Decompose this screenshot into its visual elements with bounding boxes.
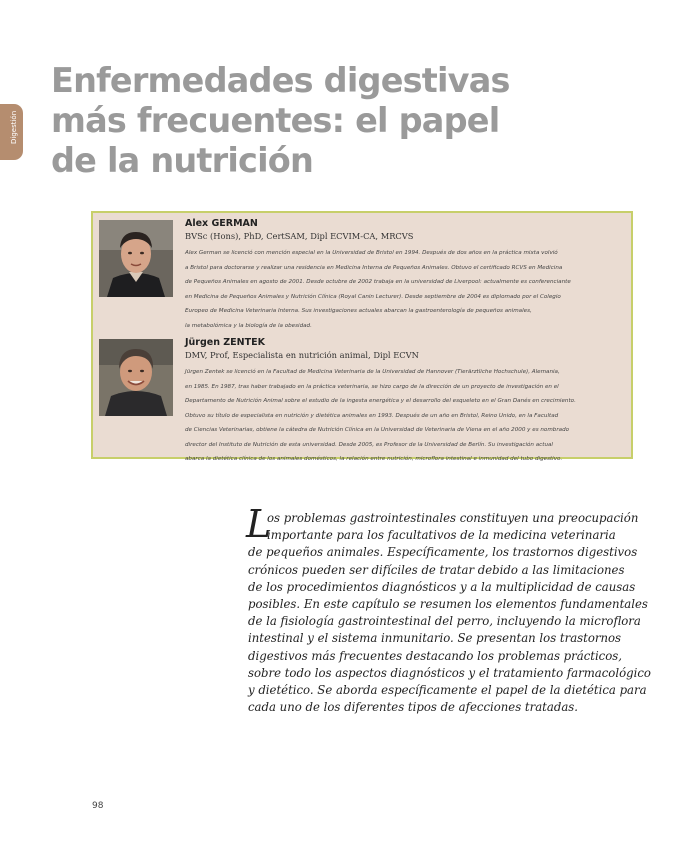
chapter-title-line: Enfermedades digestivas (51, 61, 510, 100)
author-photo (99, 220, 173, 297)
author-bio-line: en Medicina de Pequeños Animales y Nutrición Clínica (Royal Canin Lecturer). Desde septiembre de 2004 es diplomado por el Colegio (185, 293, 561, 300)
author-bio-line: Departamento de Nutrición Animal sobre el estudio de la ingesta energética y el desarrollo del esqueleto en el Gran Danés en crecimiento. (185, 398, 576, 404)
chapter-title-line: más frecuentes: el papel (51, 101, 500, 140)
abstract-line: posibles. En este capítulo se resumen los elementos fundamentales (248, 597, 648, 612)
authors-box (91, 211, 633, 462)
author-bio-line: Jürgen Zentek se licenció en la Facultad de Medicina Veterinaria de la Universidad de Hannover (Tierärztliche Hochschule), Alemania, (185, 369, 560, 375)
author-name: Alex GERMAN (185, 218, 258, 229)
author-bio-line: de Pequeños Animales en agosto de 2001. Desde octubre de 2002 trabaja en la universidad de Liverpool: actualmente es conferenciante (185, 279, 571, 285)
drop-cap: L (246, 502, 272, 546)
author-name: Jürgen ZENTEK (185, 337, 265, 348)
author-credentials: BVSc (Hons), PhD, CertSAM, Dipl ECVIM-CA, MRCVS (185, 231, 414, 241)
author-bio (185, 365, 625, 467)
chapter-title (51, 61, 510, 181)
author-bio-line: a Bristol para doctorarse y realizar una residencia en Medicina Interna de Pequeños Animales. Obtuvo el certificado RCVS en Medicina (185, 264, 563, 271)
author-entry (185, 337, 625, 467)
abstract-line: de pequeños animales. Específicamente, los trastornos digestivos (248, 545, 638, 560)
page-number: 98 (92, 801, 104, 811)
chapter-abstract (246, 502, 651, 716)
abstract-line: sobre todo los aspectos diagnósticos y el tratamiento farmacológico (248, 665, 651, 680)
author-bio-line: abarca la dietética clínica de los animales domésticos, la relación entre nutrición, microflora intestinal e inmunidad del tubo digestivo. (185, 456, 563, 462)
abstract-line: intestinal y el sistema inmunitario. Se presentan los trastornos (248, 631, 622, 646)
abstract-line: de los procedimientos diagnósticos y a la multiplicidad de causas (248, 579, 636, 594)
author-bio-line: en 1985. En 1987, tras haber trabajado en la práctica veterinaria, se hizo cargo de la dirección de un proyecto de investigación en el (185, 383, 559, 390)
author-entry (185, 218, 625, 333)
author-credentials: DMV, Prof, Especialista en nutrición animal, Dipl ECVN (185, 350, 419, 360)
author-bio-line: Europeo de Medicina Veterinaria Interna. Sus investigaciones actuales abarcan la gastroenterología de pequeños animales, (185, 308, 532, 314)
section-tab-label: Digestión (10, 110, 18, 144)
abstract-line: os problemas gastrointestinales constituyen una preocupación (267, 511, 639, 525)
author-bio-line: de Ciencias Veterinarias, obtiene la cátedra de Nutrición Clínica en la Universidad de Veterinaria de Viena en el año 2000 y es nombrado (185, 427, 570, 433)
abstract-line: importante para los facultativos de la medicina veterinaria (267, 528, 616, 543)
abstract-line: crónicos pueden ser difíciles de tratar debido a las limitaciones (248, 562, 625, 577)
abstract-line: cada uno de los diferentes tipos de afecciones tratadas. (248, 700, 578, 715)
author-photo (99, 339, 173, 416)
chapter-title-line: de la nutrición (51, 141, 314, 180)
author-bio-line: director del Instituto de Nutrición de esta universidad. Desde 2005, es Profesor de la Universidad de Berlín. Su investigación actual (185, 441, 553, 448)
abstract-line: digestivos más frecuentes destacando los problemas prácticos, (248, 648, 622, 663)
abstract-line: y dietético. Se aborda específicamente el papel de la dietética para (248, 683, 647, 698)
author-bio-line: la metabolómica y la biología de la obesidad. (185, 322, 312, 329)
author-bio-line: Obtuvo su título de especialista en nutrición y dietética animales en 1993. Después de un año en Bristol, Reino Unido, en la Facultad (185, 412, 559, 419)
author-bio-line: Alex German se licenció con mención especial en la Universidad de Bristol en 1994. Después de dos años en la práctica mixta volvió (185, 250, 558, 256)
abstract-line: de la fisiología gastrointestinal del perro, incluyendo la microflora (248, 614, 641, 629)
author-bio (185, 246, 625, 333)
